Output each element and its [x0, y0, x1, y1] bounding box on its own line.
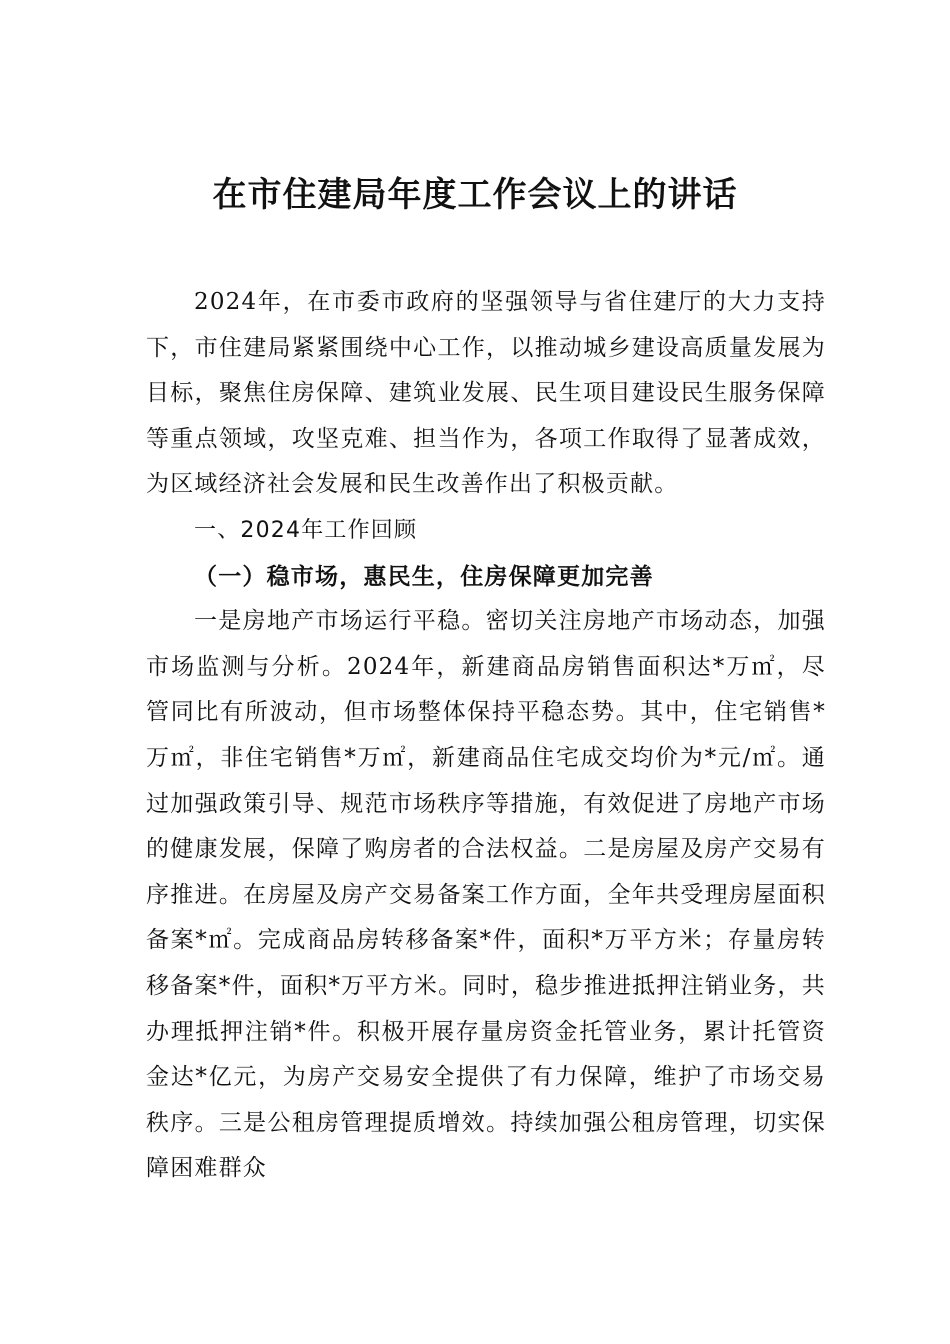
- intro-paragraph: 2024年，在市委市政府的坚强领导与省住建厅的大力支持下，市住建局紧紧围绕中心工作，以推动城乡建设高质量发展为目标，聚焦住房保障、建筑业发展、民生项目建设民生服务保障等重点领域，攻坚克难、担当作为，各项工作取得了显著成效，为区域经济社会发展和民生改善作出了积极贡献。: [146, 289, 826, 498]
- document-body: [146, 280, 826, 1192]
- subsection-heading: （一）稳市场，惠民生，住房保障更加完善: [194, 562, 654, 590]
- section-heading: 一、2024年工作回顾: [194, 517, 418, 543]
- body-paragraph: 一是房地产市场运行平稳。密切关注房地产市场动态，加强市场监测与分析。2024年，新建商品房销售面积达*万㎡，尽管同比有所波动，但市场整体保持平稳态势。其中，住宅销售*万㎡，非住宅销售*万㎡，新建商品住宅成交均价为*元/㎡。通过加强政策引导、规范市场秩序等措施，有效促进了房地产市场的健康发展，保障了购房者的合法权益。二是房屋及房产交易有序推进。在房屋及房产交易备案工作方面，全年共受理房屋面积备案*㎡。完成商品房转移备案*件，面积*万平方米；存量房转移备案*件，面积*万平方米。同时，稳步推进抵押注销业务，共办理抵押注销*件。积极开展存量房资金托管业务，累计托管资金达*亿元，为房产交易安全提供了有力保障，维护了市场交易秩序。三是公租房管理提质增效。持续加强公租房管理，切实保障困难群众: [146, 608, 826, 1182]
- document-title: 在市住建局年度工作会议上的讲话: [212, 175, 738, 215]
